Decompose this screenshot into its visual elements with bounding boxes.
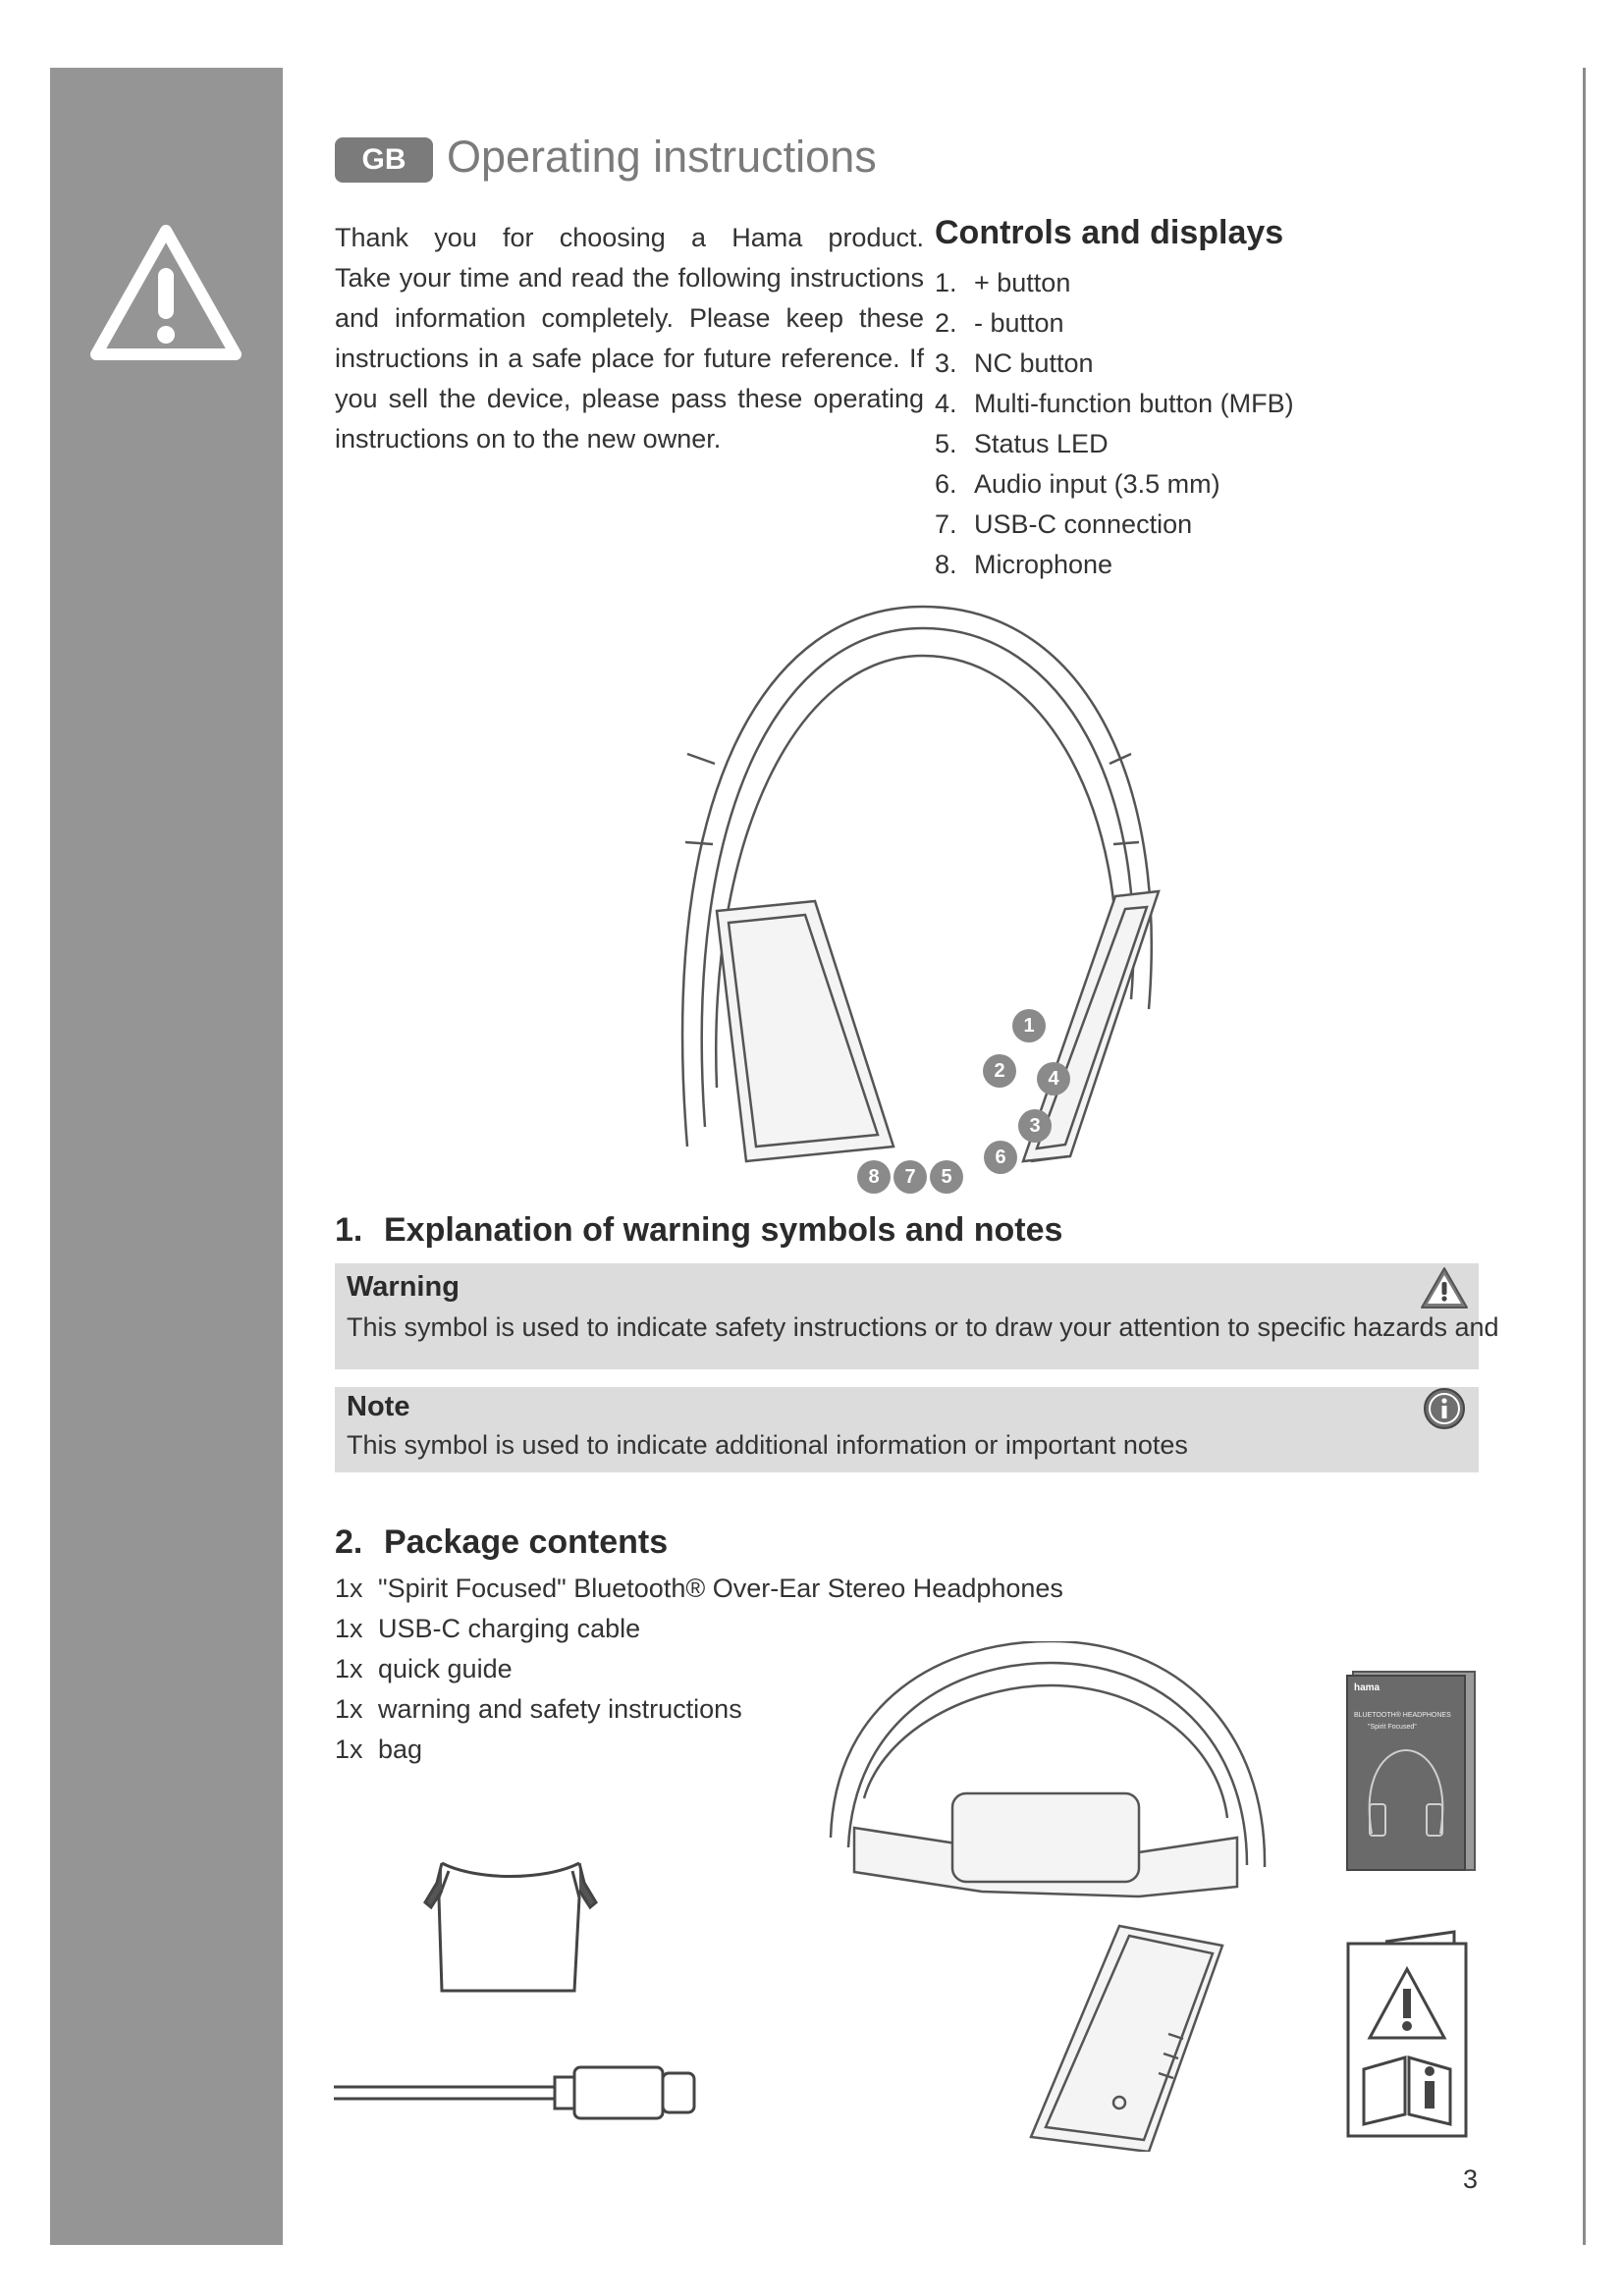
- callout-6: 6: [984, 1141, 1017, 1174]
- note-box: [335, 1387, 1479, 1472]
- list-item: 5. Status LED: [935, 429, 1109, 458]
- list-item: 1x warning and safety instructions: [335, 1694, 742, 1724]
- warning-triangle-icon: [86, 221, 245, 363]
- controls-list: [935, 263, 1294, 585]
- callout-8: 8: [857, 1160, 891, 1194]
- intro-line: instructions on to the new owner.: [335, 424, 722, 454]
- warning-text: This symbol is used to indicate safety instructions or to draw your attention to specific hazards and: [347, 1312, 1499, 1342]
- warning-title: Warning: [347, 1271, 460, 1303]
- info-icon: [1423, 1387, 1466, 1430]
- list-item: 1x quick guide: [335, 1654, 513, 1683]
- section-2-heading: 2. Package contents: [335, 1523, 669, 1561]
- note-text: This symbol is used to indicate additional information or important notes: [347, 1430, 1188, 1460]
- right-margin-rule: [1583, 68, 1586, 2245]
- list-item: 1x USB-C charging cable: [335, 1614, 641, 1643]
- list-item: 1x bag: [335, 1735, 423, 1764]
- intro-line: you sell the device, please pass these operating: [335, 384, 924, 413]
- intro-line: Take your time and read the following instructions: [335, 263, 924, 293]
- callout-5: 5: [930, 1160, 963, 1194]
- warning-icon: [1419, 1265, 1470, 1310]
- page-number: 3: [1463, 2164, 1479, 2194]
- page-title: Operating instructions: [447, 132, 877, 182]
- intro-line: and information completely. Please keep these: [335, 303, 924, 333]
- sidebar-band: [50, 68, 283, 2245]
- list-item: 8. Microphone: [935, 550, 1113, 579]
- intro-paragraph: [335, 218, 924, 459]
- controls-heading: Controls and displays: [935, 214, 1284, 251]
- list-item: 1x "Spirit Focused" Bluetooth® Over-Ear Stereo Headphones: [335, 1574, 1063, 1603]
- quick-guide-cover: hama BLUETOOTH® HEADPHONES "Spirit Focused": [1346, 1675, 1466, 1871]
- list-item: 2. - button: [935, 308, 1064, 338]
- folded-headphones-illustration: [825, 1641, 1286, 2152]
- callout-2: 2: [983, 1054, 1016, 1088]
- quick-guide-illustration: [1346, 1671, 1472, 1871]
- callout-4: 4: [1037, 1062, 1070, 1095]
- list-item: 4. Multi-function button (MFB): [935, 389, 1294, 418]
- section-1-heading: 1. Explanation of warning symbols and notes: [335, 1211, 1063, 1249]
- callout-1: 1: [1012, 1009, 1046, 1042]
- usb-c-cable-illustration: [334, 2059, 697, 2128]
- list-item: 7. USB-C connection: [935, 509, 1193, 539]
- safety-leaflet-illustration: [1346, 1922, 1470, 2140]
- list-item: 3. NC button: [935, 348, 1094, 378]
- callout-3: 3: [1018, 1109, 1052, 1143]
- callouts-layer: [648, 597, 1178, 1205]
- list-item: 6. Audio input (3.5 mm): [935, 469, 1220, 499]
- callout-7: 7: [893, 1160, 927, 1194]
- intro-line: instructions in a safe place for future reference. If: [335, 344, 924, 373]
- language-badge: GB: [335, 137, 433, 183]
- warning-box: [335, 1263, 1499, 1369]
- bag-illustration: [417, 1853, 604, 2001]
- note-title: Note: [347, 1391, 410, 1422]
- intro-line: Thank you for choosing a Hama product.: [335, 223, 924, 252]
- list-item: 1. + button: [935, 268, 1071, 297]
